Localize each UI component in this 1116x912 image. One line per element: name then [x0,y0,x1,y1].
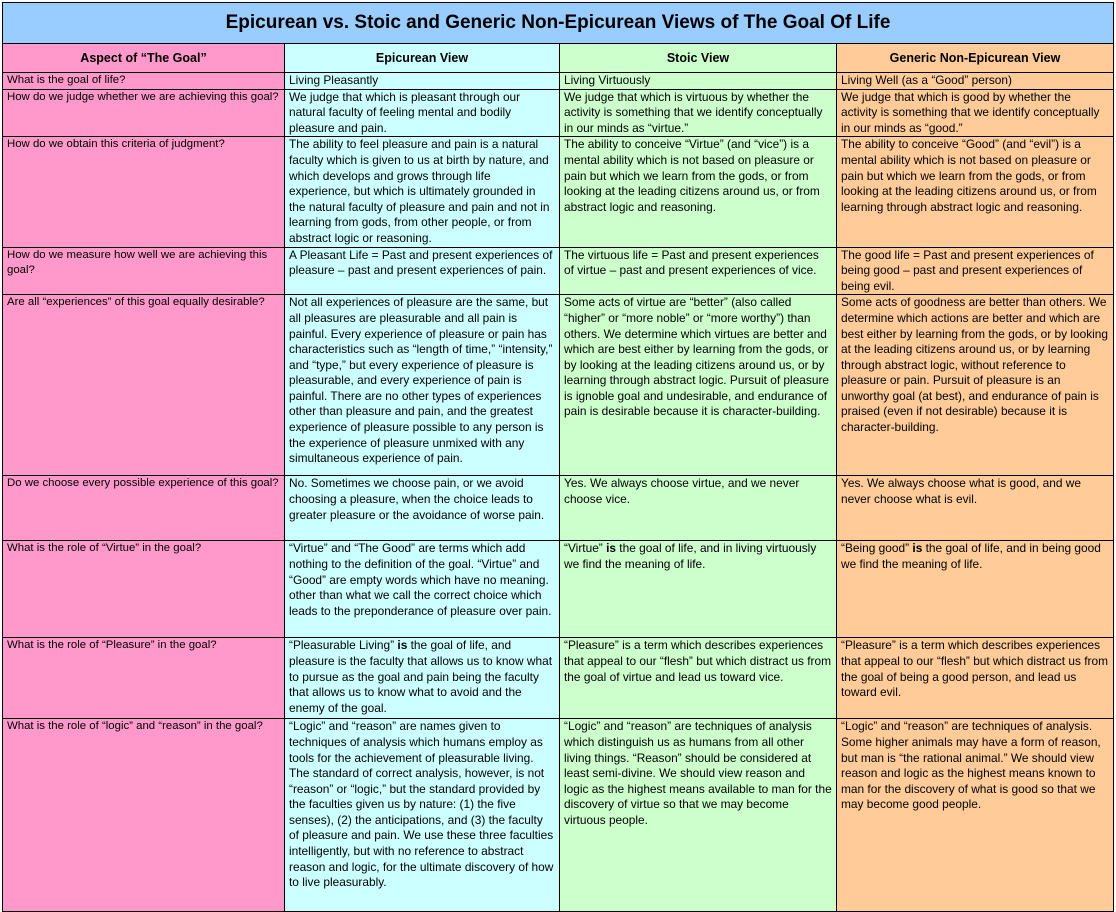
table-row [3,719,1114,912]
table-row [3,295,1114,476]
epicurean-cell: Not all experiences of pleasure are the same, but all pleasures are pleasurable and all pain is painful. Every experience of pleasure or pain has characteristics such as “length of time,” “intensity,” and “type,” but every experience of pleasure is pleasurable, and every experience of pain is painful. There are no other types of experiences other than pleasure and pain, and the greatest experience of pleasure possible to any person is the experience of pleasure unmixed with any simultaneous experience of pain. [285,295,560,476]
comparison-table [2,2,1114,912]
epicurean-cell: We judge that which is pleasant through our natural faculty of feeling mental and bodily pleasure and pain. [285,89,560,137]
header-stoic: Stoic View [560,44,837,73]
header-generic: Generic Non-Epicurean View [837,44,1114,73]
stoic-cell: “Logic” and “reason” are techniques of analysis which distinguish us as humans from all other living things. “Reason” should be considered at least semi-divine. We should view reason and logic as the highest means available to man for the discovery of virtue so that we may become virtuous people. [560,719,837,912]
title-row [3,3,1114,44]
table-title: Epicurean vs. Stoic and Generic Non-Epicurean Views of The Goal Of Life [3,3,1114,44]
header-epicurean: Epicurean View [285,44,560,73]
stoic-cell-text: the goal of life, and in living virtuously we find the meaning of life. [564,541,817,571]
stoic-cell: The virtuous life = Past and present experiences of virtue – past and present experiences of vice. [560,247,837,295]
epicurean-cell [285,638,560,719]
generic-cell [837,541,1114,638]
stoic-cell: Some acts of virtue are “better” (also called “higher” or “more noble” or “more worthy”) than others. We determine which virtues are better and which are best either by learning from the gods, or by looking at the leading citizens around us, or by learning through abstract logic. Pursuit of pleasure is ignoble goal and undesirable, and endurance of pain is desirable because it is character-building. [560,295,837,476]
table-row [3,247,1114,295]
generic-cell: Living Well (as a “Good” person) [837,73,1114,90]
generic-cell: Yes. We always choose what is good, and we never choose what is evil. [837,476,1114,541]
table-row [3,137,1114,247]
header-row [3,44,1114,73]
epicurean-cell-emphasis: is [397,638,408,653]
epicurean-cell-text: “Pleasurable Living” [289,638,398,653]
header-aspect: Aspect of “The Goal” [3,44,285,73]
aspect-cell: What is the role of “logic” and “reason” in the goal? [3,719,285,912]
generic-cell-text: “Being good” [841,541,913,556]
generic-cell: Some acts of goodness are better than others. We determine which actions are better and which are best either by learning from the gods, or by looking at the leading citizens around us, or by learning through abstract logic, without reference to pleasure or pain. Pursuit of pleasure is an unworthy goal (at best), and endurance of pain is praised (even if not desirable) because it is character-building. [837,295,1114,476]
aspect-cell: Are all “experiences” of this goal equally desirable? [3,295,285,476]
generic-cell-text: the goal of life, and in being good we find the meaning of life. [841,541,1101,571]
generic-cell: The ability to conceive “Good” (and “evil”) is a mental ability which is not based on pleasure or pain but which we learn from the gods, or from looking at the leading citizens around us, or from learning through abstract logic and reasoning. [837,137,1114,247]
stoic-cell: Living Virtuously [560,73,837,90]
epicurean-cell: “Virtue” and “The Good” are terms which add nothing to the definition of the goal. “Virtue” and “Good” are empty words which have no meaning. other than what we call the correct choice which leads to the preponderance of pleasure over pain. [285,541,560,638]
epicurean-cell: No. Sometimes we choose pain, or we avoid choosing a pleasure, when the choice leads to greater pleasure or the avoidance of worse pain. [285,476,560,541]
aspect-cell: What is the role of “Pleasure” in the goal? [3,638,285,719]
epicurean-cell-text: the goal of life, and pleasure is the faculty that allows us to know what to pursue as the goal and pain being the faculty that allows us to know what to avoid and the enemy of the goal. [289,638,553,715]
stoic-cell: The ability to conceive “Virtue” (and “vice”) is a mental ability which is not based on pleasure or pain but which we learn from the gods, or from looking at the leading citizens around us, or from abstract logic and reasoning. [560,137,837,247]
table-row [3,541,1114,638]
table-row [3,476,1114,541]
generic-cell: “Logic” and “reason” are techniques of analysis. Some higher animals may have a form of reason, but man is “the rational animal.” We should view reason and logic as the highest means known to man for the discovery of what is good so that we may become good people. [837,719,1114,912]
aspect-cell: What is the goal of life? [3,73,285,90]
epicurean-cell: Living Pleasantly [285,73,560,90]
stoic-cell: Yes. We always choose virtue, and we never choose vice. [560,476,837,541]
generic-cell: “Pleasure” is a term which describes experiences that appeal to our “flesh” but which distract us from the goal of being a good person, and lead us toward evil. [837,638,1114,719]
aspect-cell: Do we choose every possible experience of this goal? [3,476,285,541]
aspect-cell: How do we obtain this criteria of judgment? [3,137,285,247]
stoic-cell-text: “Virtue” [564,541,607,556]
epicurean-cell: The ability to feel pleasure and pain is a natural faculty which is given to us at birth by nature, and which develops and grows through life experience, but which is ultimately grounded in the natural faculty of pleasure and pain and not in learning from gods, from other people, or from abstract logic or reasoning. [285,137,560,247]
table-row [3,638,1114,719]
generic-cell: The good life = Past and present experiences of being good – past and present experiences of being evil. [837,247,1114,295]
epicurean-cell: “Logic” and “reason” are names given to techniques of analysis which humans employ as tools for the achievement of pleasurable living. The standard of correct analysis, however, is not “reason” or “logic,” but the standard provided by the faculties given us by nature: (1) the five senses), (2) the anticipations, and (3) the faculty of pleasure and pain. We use these three faculties intelligently, but with no reference to abstract reason and logic, for the ultimate discovery of how to live pleasurably. [285,719,560,912]
stoic-cell-emphasis: is [606,541,616,556]
generic-cell: We judge that which is good by whether the activity is something that we identify conceptually in our minds as “good.” [837,89,1114,137]
epicurean-cell: A Pleasant Life = Past and present experiences of pleasure – past and present experiences of pain. [285,247,560,295]
stoic-cell: “Pleasure” is a term which describes experiences that appeal to our “flesh” but which distract us from the goal of virtue and lead us toward vice. [560,638,837,719]
aspect-cell: How do we judge whether we are achieving this goal? [3,89,285,137]
table-row [3,73,1114,90]
aspect-cell: What is the role of “Virtue” in the goal? [3,541,285,638]
generic-cell-emphasis: is [912,541,923,556]
stoic-cell [560,541,837,638]
stoic-cell: We judge that which is virtuous by whether the activity is something that we identify conceptually in our minds as “virtue.” [560,89,837,137]
aspect-cell: How do we measure how well we are achieving this goal? [3,247,285,295]
table-row [3,89,1114,137]
